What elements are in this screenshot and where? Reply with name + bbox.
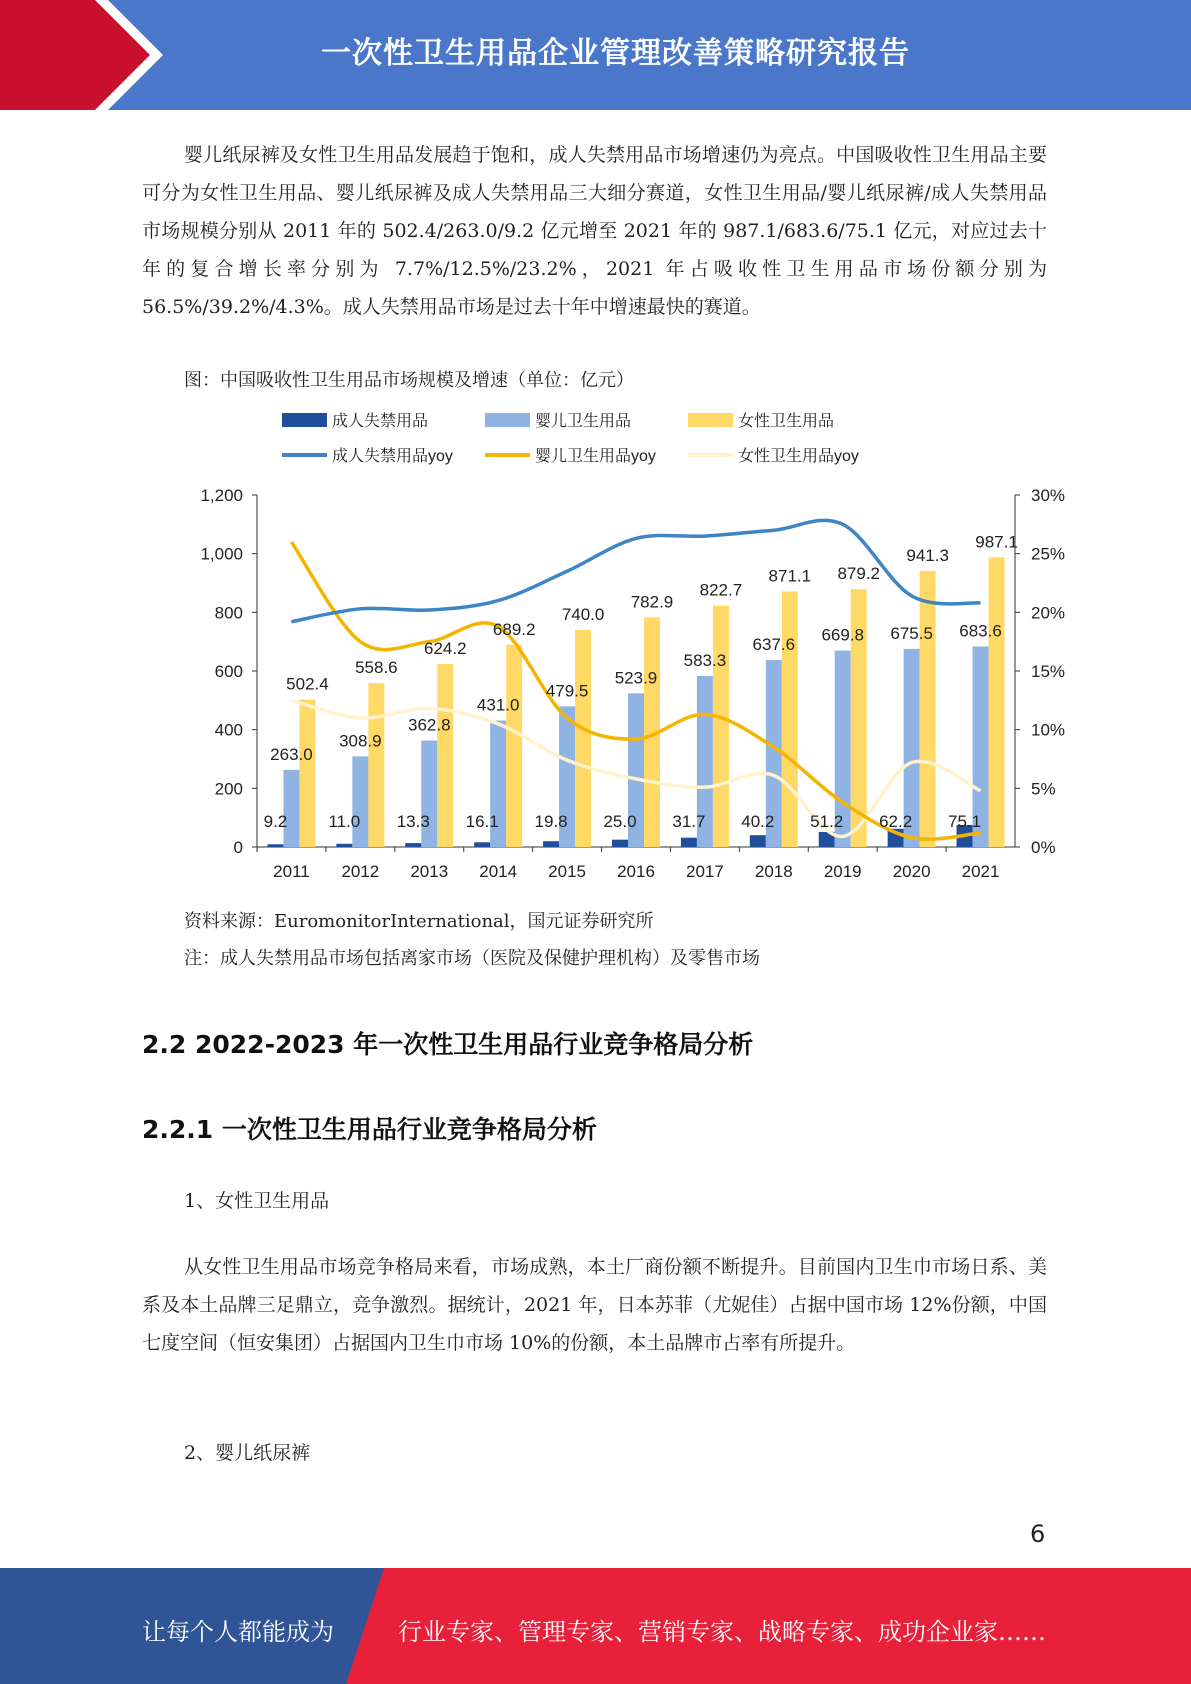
legend-label: 女性卫生用品 [738, 413, 835, 430]
source-note: 资料来源：EuromonitorInternational，国元证券研究所 [184, 911, 654, 932]
data-label-baby: 675.5 [890, 623, 933, 643]
legend-label: 成人失禁用品 [332, 413, 429, 430]
y-tick-left-label: 400 [214, 720, 243, 740]
x-tick-label: 2021 [961, 862, 1000, 881]
x-tick-label: 2014 [479, 862, 518, 881]
bar-female [299, 700, 315, 847]
x-tick-label: 2016 [617, 862, 655, 881]
bar-female [437, 664, 453, 847]
y-tick-left-label: 1,200 [200, 486, 243, 505]
legend-swatch [485, 413, 530, 427]
legend-swatch [688, 413, 733, 427]
data-label-female: 879.2 [837, 564, 881, 584]
bar-female [575, 630, 591, 847]
y-tick-left-label: 0 [233, 838, 243, 857]
data-label-adult: 40.2 [741, 812, 775, 831]
data-label-adult: 75.1 [947, 812, 982, 831]
bar-baby [352, 756, 368, 847]
bar-adult [612, 840, 628, 847]
data-label-female: 822.7 [699, 580, 743, 600]
data-label-female: 941.3 [906, 545, 949, 565]
data-label-adult: 13.3 [396, 812, 430, 831]
data-label-adult: 9.2 [263, 812, 288, 831]
page-header [0, 0, 1191, 110]
data-label-adult: 51.2 [810, 812, 844, 831]
data-label-baby: 669.8 [821, 625, 865, 645]
section-heading-2-2: 2.2 2022-2023 年一次性卫生用品行业竞争格局分析 [142, 1030, 754, 1059]
data-label-baby: 479.5 [545, 681, 589, 701]
bar-adult [474, 842, 490, 847]
legend-label: 婴儿卫生用品yoy [535, 448, 656, 465]
data-label-female: 558.6 [355, 658, 398, 678]
page-number: 6 [1030, 1520, 1046, 1548]
bar-adult [267, 844, 283, 847]
data-label-female: 740.0 [561, 604, 605, 624]
figure-caption: 图：中国吸收性卫生用品市场规模及增速（单位：亿元） [184, 370, 634, 391]
bar-female [506, 645, 522, 847]
x-tick-label: 2015 [548, 862, 587, 881]
list-item-female: 1、女性卫生用品 [184, 1190, 330, 1212]
x-tick-label: 2017 [685, 862, 724, 881]
y-tick-left-label: 800 [214, 603, 243, 623]
footer-slogan-right: 行业专家、管理专家、营销专家、战略专家、成功企业家…… [398, 1618, 1046, 1646]
data-label-female: 871.1 [768, 566, 812, 586]
bar-adult [405, 843, 421, 847]
data-label-baby: 683.6 [959, 621, 1002, 641]
x-tick-label: 2019 [823, 862, 862, 881]
data-label-female: 624.2 [423, 638, 467, 658]
y-tick-right-label: 0% [1031, 838, 1056, 857]
data-label-adult: 25.0 [603, 812, 637, 831]
y-tick-right-label: 20% [1031, 603, 1066, 623]
data-label-baby: 637.6 [752, 634, 796, 654]
bar-adult [750, 835, 766, 847]
data-label-baby: 583.3 [683, 650, 727, 670]
bar-female [713, 606, 729, 847]
legend-label: 婴儿卫生用品 [535, 413, 632, 430]
data-label-baby: 308.9 [339, 731, 382, 751]
chart-note: 注：成人失禁用品市场包括离家市场（医院及保健护理机构）及零售市场 [184, 948, 760, 969]
bar-adult [681, 838, 697, 847]
y-tick-right-label: 30% [1031, 486, 1066, 505]
legend-label: 成人失禁用品yoy [332, 448, 453, 465]
competition-paragraph: 从女性卫生用品市场竞争格局来看，市场成熟，本土厂商份额不断提升。目前国内卫生巾市场日系、美系及本土品牌三足鼎立，竞争激烈。据统计，2021 年，日本苏菲（尤妮佳）占据中国市场 12%份额，中国七度空间（恒安集团）占据国内卫生巾市场 10%的份额，本土品牌市占率有所提升。 [142, 1256, 1047, 1354]
page-footer [0, 1568, 1191, 1684]
data-label-baby: 263.0 [270, 744, 313, 764]
y-tick-right-label: 25% [1031, 544, 1066, 564]
y-tick-left-label: 1,000 [200, 544, 243, 564]
x-tick-label: 2011 [273, 862, 310, 881]
y-tick-right-label: 15% [1031, 662, 1066, 681]
market-chart [150, 395, 1070, 885]
data-label-female: 782.9 [630, 592, 674, 612]
legend-label: 女性卫生用品yoy [738, 448, 859, 465]
footer-slogan-left: 让每个人都能成为 [142, 1618, 334, 1646]
data-label-adult: 62.2 [879, 812, 913, 831]
y-tick-left-label: 200 [214, 779, 243, 799]
header-title: 一次性卫生用品企业管理改善策略研究报告 [321, 36, 910, 71]
bar-female [920, 571, 936, 847]
x-tick-label: 2012 [341, 862, 380, 881]
bar-female [989, 557, 1005, 847]
intro-paragraph: 婴儿纸尿裤及女性卫生用品发展趋于饱和，成人失禁用品市场增速仍为亮点。中国吸收性卫生用品主要可分为女性卫生用品、婴儿纸尿裤及成人失禁用品三大细分赛道，女性卫生用品/婴儿纸尿裤/成人失禁用品市场规模分别从 2011 年的 502.4/263.0/9.2 亿元增至 2021 年的 987.1/683.6/75.1 亿元，对应过去十年的复合增长率分别为 7.7%/12.5%/23.2%，2021 年占吸收性卫生用品市场份额分别为 56.5%/39.2%/4.3%。成人失禁用品市场是过去十年中增速最快的赛道。 [142, 144, 1047, 318]
y-tick-left-label: 600 [214, 662, 243, 681]
data-label-adult: 31.7 [672, 812, 706, 831]
bar-adult [543, 841, 559, 847]
data-label-female: 987.1 [975, 532, 1018, 552]
y-tick-right-label: 5% [1031, 779, 1056, 799]
data-label-baby: 431.0 [476, 695, 520, 715]
data-label-baby: 523.9 [614, 668, 658, 688]
data-label-baby: 362.8 [407, 715, 451, 735]
data-label-adult: 11.0 [328, 812, 361, 831]
legend-swatch [282, 413, 327, 427]
bar-baby [421, 741, 437, 847]
x-tick-label: 2020 [892, 862, 931, 881]
list-item-baby: 2、婴儿纸尿裤 [184, 1442, 311, 1464]
data-label-adult: 19.8 [534, 812, 568, 831]
y-tick-right-label: 10% [1031, 720, 1066, 740]
bar-adult [336, 844, 352, 847]
bar-baby [283, 770, 299, 847]
x-tick-label: 2018 [754, 862, 793, 881]
x-tick-label: 2013 [410, 862, 449, 881]
data-label-female: 502.4 [286, 674, 329, 694]
bar-female [368, 683, 384, 847]
bar-female [782, 591, 798, 847]
data-label-adult: 16.1 [465, 812, 499, 831]
data-label-female: 689.2 [492, 619, 536, 639]
section-heading-2-2-1: 2.2.1 一次性卫生用品行业竞争格局分析 [142, 1115, 597, 1144]
